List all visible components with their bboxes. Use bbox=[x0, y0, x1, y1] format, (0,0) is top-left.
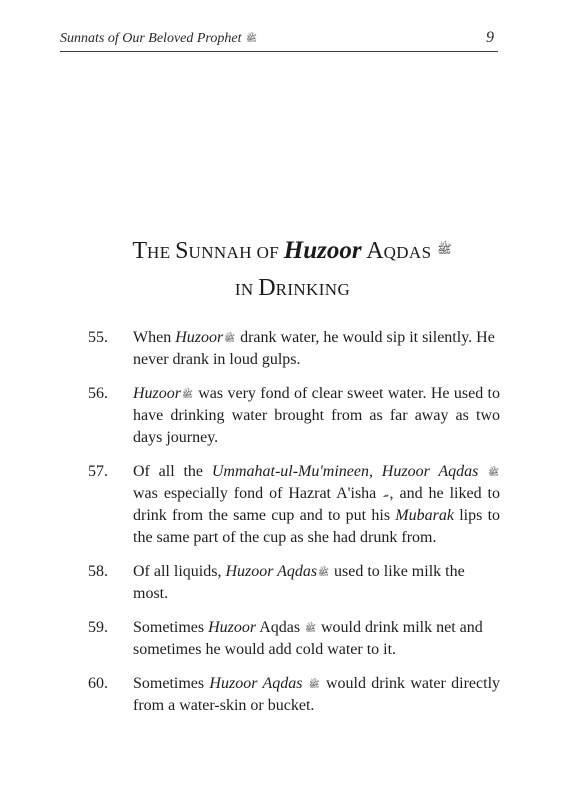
section-title-line-2 bbox=[0, 271, 585, 308]
text-run: Aqdas bbox=[256, 619, 305, 636]
item-number: 56. bbox=[88, 385, 108, 402]
text-run: lips to the same part of the cup as she had drunk from. bbox=[133, 507, 501, 546]
italic-term: Ummahat-ul-Mu'mineen, Huzoor Aqdas bbox=[211, 463, 479, 480]
item-text bbox=[133, 617, 500, 661]
title-capital: D bbox=[258, 275, 276, 301]
title-italic: Huzoor bbox=[283, 237, 362, 264]
sunnah-list bbox=[88, 327, 500, 729]
section-title-line-1 bbox=[0, 232, 585, 271]
honorific-icon: ﷺ bbox=[488, 467, 500, 477]
list-item bbox=[88, 327, 500, 371]
item-number: 60. bbox=[88, 675, 108, 692]
text-run: would drink water directly from a water-skin or bucket. bbox=[133, 675, 501, 714]
title-small-caps: UNNAH OF bbox=[188, 243, 284, 262]
list-item bbox=[88, 617, 500, 661]
item-number: 55. bbox=[88, 329, 108, 346]
honorific-icon: ﷺ bbox=[305, 623, 316, 633]
text-run: When bbox=[133, 329, 176, 346]
honorific-icon: ﷺ bbox=[182, 389, 193, 399]
text-run: drank water, he would sip it silently. He never drank in loud gulps. bbox=[133, 329, 495, 368]
text-run: was very fond of clear sweet water. He used to have drinking water brought from as far away as two days journey. bbox=[133, 385, 500, 446]
list-item bbox=[88, 461, 500, 549]
italic-term: Huzoor Aqdas bbox=[225, 563, 318, 580]
honorific-icon: ﷺ bbox=[224, 333, 236, 343]
text-run bbox=[302, 675, 307, 692]
text-run: Sometimes bbox=[133, 675, 210, 692]
text-run: Sometimes bbox=[133, 619, 209, 636]
honorific-icon: ؄ bbox=[383, 489, 389, 499]
text-run: used to like milk the most. bbox=[133, 563, 465, 602]
text-run bbox=[478, 463, 487, 480]
item-number: 59. bbox=[88, 619, 108, 636]
item-text bbox=[133, 561, 500, 605]
honorific-icon: ﷺ bbox=[437, 242, 452, 256]
running-header bbox=[60, 29, 498, 52]
item-number: 58. bbox=[88, 563, 108, 580]
text-run: would drink milk net and sometimes he would add cold water to it. bbox=[133, 619, 483, 658]
page-number: 9 bbox=[486, 29, 494, 46]
list-item bbox=[88, 561, 500, 605]
italic-term: Huzoor bbox=[208, 619, 257, 636]
title-capital: S bbox=[175, 238, 189, 264]
item-text bbox=[133, 673, 500, 717]
text-run: Of all the bbox=[133, 463, 212, 480]
text-run: Of all liquids, bbox=[133, 563, 226, 580]
item-text bbox=[133, 461, 500, 549]
list-item bbox=[88, 383, 500, 449]
title-capital: T bbox=[132, 238, 148, 264]
title-small-caps: QDAS bbox=[383, 243, 437, 262]
item-number: 57. bbox=[88, 463, 108, 480]
italic-term: Mubarak bbox=[395, 507, 454, 524]
title-small-caps: RINKING bbox=[275, 280, 351, 299]
honorific-icon: ﷺ bbox=[318, 567, 330, 577]
italic-term: Huzoor Aqdas bbox=[209, 675, 303, 692]
title-capital: A bbox=[361, 238, 384, 264]
item-text bbox=[133, 383, 500, 449]
honorific-icon: ﷺ bbox=[245, 33, 257, 43]
title-small-caps: HE bbox=[147, 243, 176, 262]
list-item bbox=[88, 673, 500, 717]
text-run: , and he liked to drink from the same cup and to put his bbox=[133, 485, 500, 524]
italic-term: Huzoor bbox=[133, 385, 182, 402]
italic-term: Huzoor bbox=[175, 329, 224, 346]
title-small-caps: IN bbox=[234, 280, 259, 299]
honorific-icon: ﷺ bbox=[308, 679, 320, 689]
text-run: was especially fond of Hazrat A'isha bbox=[133, 485, 383, 502]
header-title: Sunnats of Our Beloved Prophet ﷺ bbox=[60, 31, 257, 46]
section-title bbox=[0, 232, 585, 308]
item-text bbox=[133, 327, 500, 371]
